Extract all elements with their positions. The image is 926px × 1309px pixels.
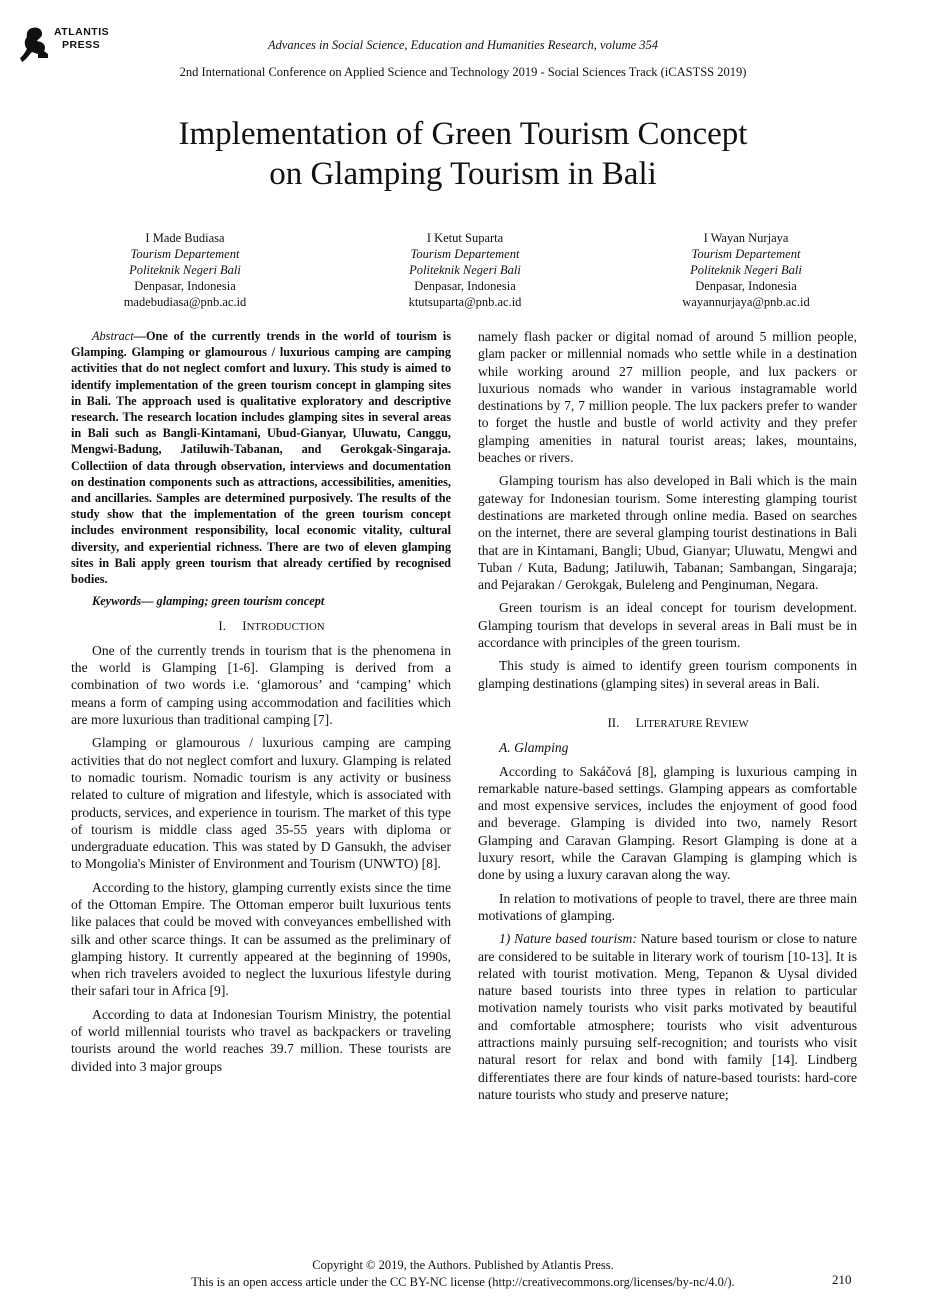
keywords: Keywords— glamping; green tourism concept — [92, 594, 325, 609]
paragraph: In relation to motivations of people to travel, there are three main motivations of glamping. — [478, 890, 857, 923]
section-title-part: EVIEW — [713, 717, 749, 730]
section-heading-introduction — [71, 617, 451, 636]
section-title-part: ITERATURE — [643, 717, 706, 730]
title-line-1: Implementation of Green Tourism Concept — [178, 116, 748, 152]
author-inst: Politeknik Negeri Bali — [129, 263, 241, 277]
author-inst: Politeknik Negeri Bali — [690, 263, 802, 277]
footer-license: This is an open access article under the CC BY-NC license (http://creativecommons.org/licenses/by-nc/4.0/). — [191, 1275, 735, 1289]
abstract-text: One of the currently trends in the world of tourism is Glamping. Glamping or glamourous / luxurious camping are camping activities that do not neglect comfort and luxury. This study is aimed to identify implementation of the green tourism concept in glamping sites in Bali. The approach used is qualitative exploratory and descriptive research. The research location includes glamping sites in several areas in Bali such as Bangli-Kintamani, Ubud-Gianyar, Uluwatu, Canggu, Mengwi-Badung, Jatiluwih-Tabanan, and Gerokgak-Singaraja. Collectiion of data through observation, interviews and documentation on destination components such as attractions, accessibilities, amenities, and ancillaries. Samples are determined purposively. The results of the study show that the implementation of the green tourism concept includes environment responsibility, local economic vitality, cultural diversity, and experiential richness. There are two of eleven glamping sites in Bali apply green tourism that already certified by recognised bodies. — [71, 329, 451, 587]
section-title-initial: R — [705, 714, 714, 730]
subsection-heading-glamping: A. Glamping — [499, 740, 569, 756]
author-location: Denpasar, Indonesia — [414, 279, 516, 293]
journal-header: Advances in Social Science, Education and Humanities Research, volume 354 — [267, 38, 659, 52]
author-inst: Politeknik Negeri Bali — [409, 263, 521, 277]
title-line-2: on Glamping Tourism in Bali — [269, 156, 657, 192]
paragraph: Glamping or glamourous / luxurious camping are camping activities that do not neglect comfort and luxury. Glamping is related to nomadic tourism. Nomadic tourism is any activity or business related to culture of migration and lifestyle, which is associated with products, services, and experience in tourism. The market of this type of tourism is middle class aged 35-55 years with diploma or undergraduate education. This was stated by D Gansukh, the adviser to Mongolia's Minister of Environment and Tourism (UNWTO) [8]. — [71, 735, 451, 872]
page-number: 210 — [832, 1272, 852, 1287]
paragraph: This study is aimed to identify green tourism components in glamping destinations (glamping sites) in several areas in Bali. — [478, 658, 857, 691]
author-email[interactable]: wayannurjaya@pnb.ac.id — [682, 295, 810, 309]
author-name: I Ketut Suparta — [426, 231, 504, 245]
paragraph: namely flash packer or digital nomad of around 5 million people, glam packer or millennial nomads who settle while in a destination while working around 27 million people, and lux packers or luxurious nomads who wander in various instagramable world destinations by 7, 7 million people. The lux packers prefer to wander to forget the hustle and bustle of world activity and they prefer glamping amenities in natural tourist areas; lakes, mountains, beaches or rivers. — [478, 329, 857, 466]
author-location: Denpasar, Indonesia — [695, 279, 797, 293]
author-3 — [616, 230, 876, 310]
footer-copyright: Copyright © 2019, the Authors. Published by Atlantis Press. — [312, 1258, 614, 1272]
paragraph: According to the history, glamping currently exists since the time of the Ottoman Empire. The Ottoman emperor built luxurious tents like palaces that could be moved with conveyances embellished with silk and other scarce things. It can be assumed as the preliminary of glamping history. It currently appeared at the beginning of 1990s, when rich travelers avoided to neglect the luxurious lifestyle during their safari tour in Africa [9]. — [71, 879, 451, 999]
abstract-label: Abstract — [92, 329, 134, 343]
paragraph: According to Sakáčová [8], glamping is luxurious camping in remarkable nature-based settings. Glamping appears as comfortable and most expensive services, includes the enjoyment of good food and beverage. Glamping is divided into two, namely Resort Glamping and Caravan Glamping. Resort Glamping is done at a luxury resort, while the Caravan Glamping is glamping which is done by using a luxury caravan along the way. — [478, 763, 857, 883]
author-email[interactable]: madebudiasa@pnb.ac.id — [123, 295, 247, 309]
logo-line2: PRESS — [62, 39, 101, 51]
paragraph: According to data at Indonesian Tourism Ministry, the potential of world millennial tourists who travel as backpackers or traveling tourists around the world reaches 39.7 million. These tourists are divided into 3 major groups — [71, 1006, 451, 1074]
author-email[interactable]: ktutsuparta@pnb.ac.id — [408, 295, 522, 309]
logo-line1: ATLANTIS — [54, 26, 110, 38]
paragraph-nature-based-tourism — [478, 930, 857, 1103]
footer — [0, 1257, 926, 1291]
author-name: I Made Budiasa — [145, 231, 225, 245]
abstract: Abstract—One of the currently trends in the world of tourism is Glamping. Glamping or glamourous / luxurious camping are camping activities that do not neglect comfort and luxury. This study is aimed to identify implementation of the green tourism concept in glamping sites in Bali. The approach used is qualitative exploratory and descriptive research. The research location includes glamping sites in several areas in Bali such as Bangli-Kintamani, Ubud-Gianyar, Uluwatu, Canggu, Mengwi-Badung, Jatiluwih-Tabanan, and Gerokgak-Singaraja. Collectiion of data through observation, interviews and documentation on destination components such as attractions, accessibilities, amenities, and ancillaries. Samples are determined purposively. The results of the study show that the implementation of the green tourism concept includes environment responsibility, local economic vitality, cultural diversity, and experiential richness. There are two of eleven glamping sites in Bali apply green tourism that already certified by recognised bodies. — [71, 329, 451, 587]
nature-based-text: Nature based tourism or close to nature are considered to be suitable in literary work of tourism [10-13]. It is related with tourist motivation. Meng, Tepanon & Uysal divided nature based tourists into three types in relation to particular motivation namely tourists who visit parks motivated by beautiful and comfortable atmosphere; tourists who visit adventurous attractions mainly pursuing self-recognition; and tourists who visit natural resort for relax and bond with family [14]. Lindberg differentiates there are four kinds of nature-based tourists: hard-core nature tourists who study and preserve nature; — [478, 931, 857, 1102]
section-number: II. — [607, 714, 620, 730]
author-dept: Tourism Departement — [410, 247, 520, 261]
author-name: I Wayan Nurjaya — [703, 231, 789, 245]
left-column — [71, 328, 451, 1081]
section-title-rest: NTRODUCTION — [246, 620, 325, 633]
paper-title — [0, 114, 926, 194]
author-1 — [55, 230, 315, 310]
author-2 — [335, 230, 595, 310]
paragraph: Glamping tourism has also developed in Bali which is the main gateway for Indonesian tourism. Some interesting glamping tourist destinations are marketed through online media. Based on searches on the internet, there are several glamping tourist destinations in Bali that are in Kintamani, Bangli; Ubud, Gianyar; Uluwatu, Mengwi and Tuban / Kuta, Badung; Jatiluwih, Tabanan; Sambangan, Singaraja; and Pejarakan / Gerokgak, Buleleng and Penginuman, Negara. — [478, 473, 857, 593]
right-column — [478, 328, 857, 1109]
paragraph: Green tourism is an ideal concept for tourism development. Glamping tourism that develops in several areas in Bali must be in accordance with principles of the green tourism. — [478, 600, 857, 651]
author-location: Denpasar, Indonesia — [134, 279, 236, 293]
nature-based-label: 1) Nature based tourism: — [499, 931, 637, 947]
section-title-initial: I — [242, 617, 247, 633]
author-dept: Tourism Departement — [130, 247, 240, 261]
section-title-initial: L — [635, 714, 644, 730]
section-number: I. — [218, 617, 226, 633]
author-dept: Tourism Departement — [691, 247, 801, 261]
paragraph: One of the currently trends in tourism that is the phenomena in the world is Glamping [1-6]. Glamping is derived from a combination of two words i.e. ‘glamorous’ and ‘camping’ which means a form of camping using accommodation and facilities which are more luxurious than traditional camping [7]. — [71, 642, 451, 728]
conference-header: 2nd International Conference on Applied Science and Technology 2019 - Social Sciences Track (iCASTSS 2019) — [179, 65, 747, 79]
section-heading-literature-review — [478, 714, 857, 733]
